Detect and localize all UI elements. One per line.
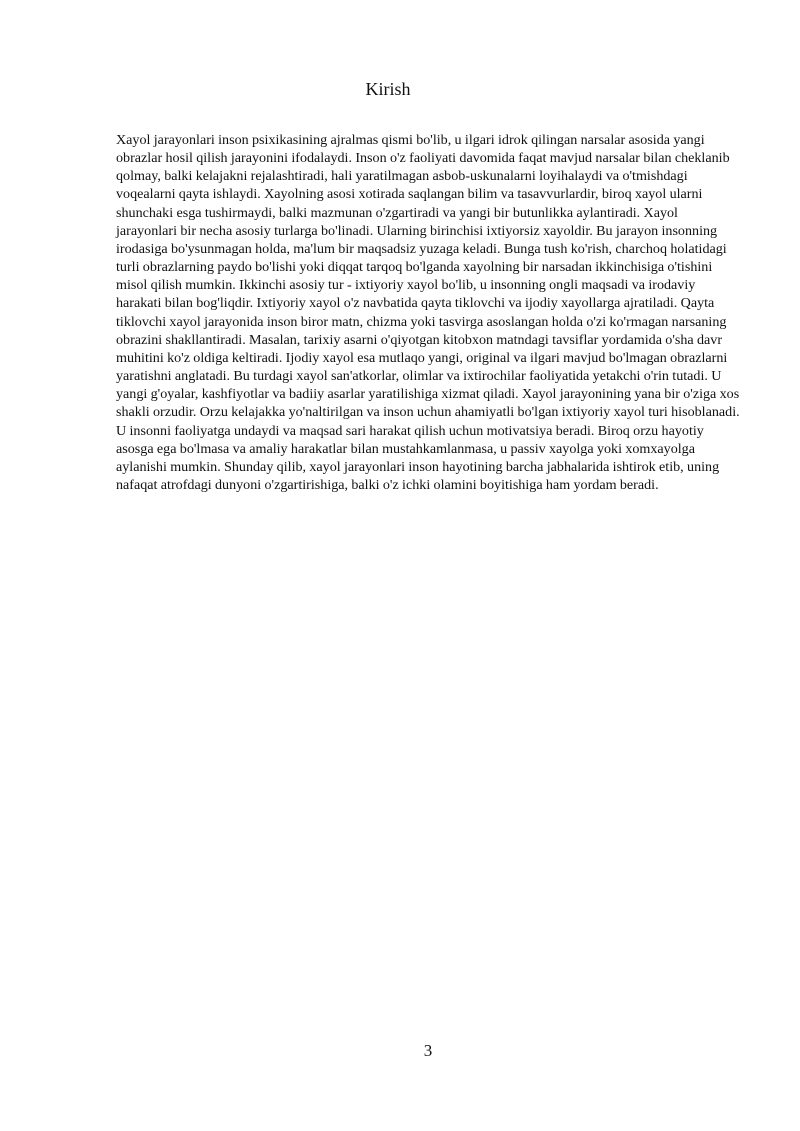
page-title: Kirish [365, 79, 411, 99]
page-number: 3 [423, 1041, 433, 1060]
body-paragraph: Xayol jarayonlari inson psixikasining ajralmas qismi bo'lib, u ilgari idrok qilingan narsalar asosida yangi obrazlar hosil qilish jarayonini ifodalaydi. Inson o'z faoliyati davomida faqat mavjud narsalar bilan cheklanib qolmay, balki kelajakni rejalashtiradi, hali yaratilmagan asbob-uskunalarni loyihalaydi va o'tmishdagi voqealarni qayta ishlaydi. Xayolning asosi xotirada saqlangan bilim va tasavvurlardir, biroq xayol ularni shunchaki esga tushirmaydi, balki mazmunan o'zgartiradi va yangi bir butunlikka aylantiradi. Xayol jarayonlari bir necha asosiy turlarga bo'linadi. Ularning birinchisi ixtiyorsiz xayoldir. Bu jarayon insonning irodasiga bo'ysunmagan holda, ma'lum bir maqsadsiz yuzaga keladi. Bunga tush ko'rish, charchoq holatidagi turli obrazlarning paydo bo'lishi yoki diqqat tarqoq bo'lganda xayolning bir narsadan ikkinchisiga o'tishini misol qilish mumkin. Ikkinchi asosiy tur - ixtiyoriy xayol bo'lib, u insonning ongli maqsadi va irodaviy harakati bilan bog'liqdir. Ixtiyoriy xayol o'z navbatida qayta tiklovchi va ijodiy xayollarga ajratiladi. Qayta tiklovchi xayol jarayonida inson biror matn, chizma yoki tasvirga asoslangan holda o'zi ko'rmagan narsaning obrazini shakllantiradi. Masalan, tarixiy asarni o'qiyotgan kitobxon matndagi tavsiflar yordamida o'sha davr muhitini ko'z oldiga keltiradi. Ijodiy xayol esa mutlaqo yangi, original va ilgari mavjud bo'lmagan obrazlarni yaratishni anglatadi. Bu turdagi xayol san'atkorlar, olimlar va ixtirochilar faoliyatida yetakchi o'rin tutadi. U yangi g'oyalar, kashfiyotlar va badiiy asarlar yaratilishiga xizmat qiladi. Xayol jarayonining yana bir o'ziga xos shakli orzudir. Orzu kelajakka yo'naltirilgan va inson uchun ahamiyatli bo'lgan ixtiyoriy xayol turi hisoblanadi. U insonni faoliyatga undaydi va maqsad sari harakat qilish uchun motivatsiya beradi. Biroq orzu hayotiy asosga ega bo'lmasa va amaliy harakatlar bilan mustahkamlanmasa, u passiv xayolga yoki xomxayolga aylanishi mumkin. Shunday qilib, xayol jarayonlari inson hayotining barcha jabhalarida ishtirok etib, uning nafaqat atrofdagi dunyoni o'zgartirishiga, balki o'z ichki olamini boyitishiga ham yordam beradi. [116, 132, 740, 493]
